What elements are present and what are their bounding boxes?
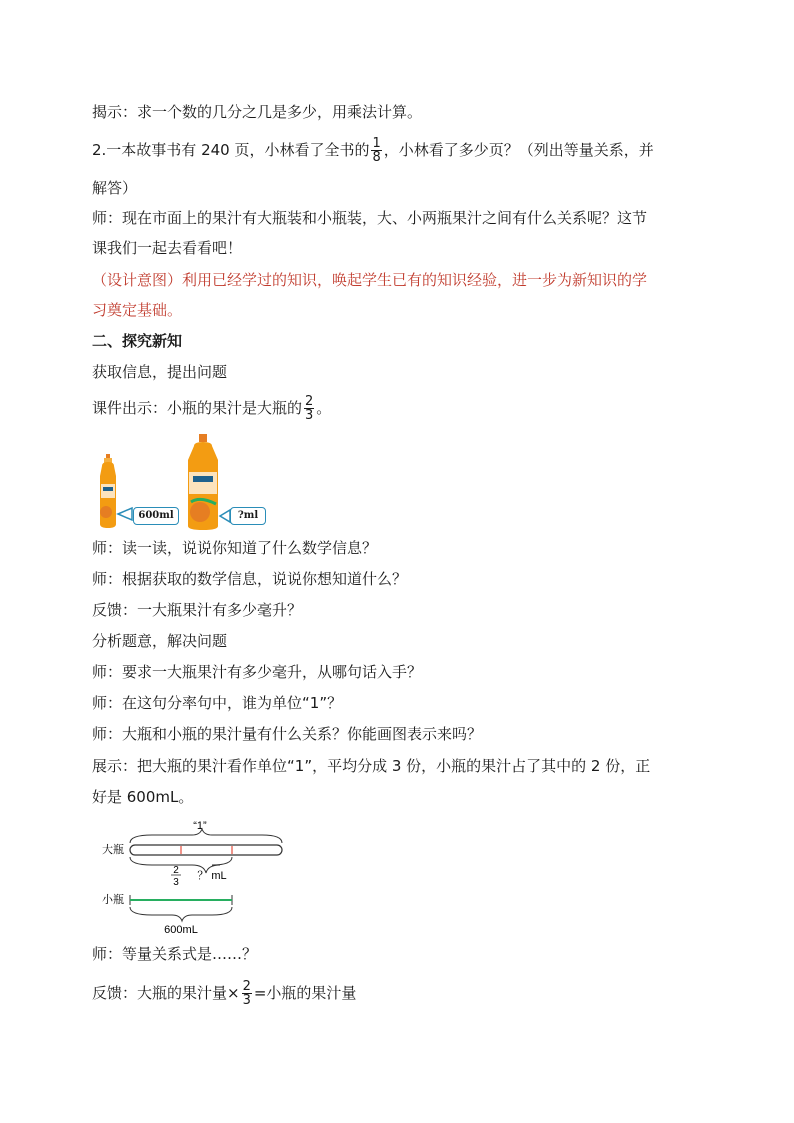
feedback-equation-line bbox=[92, 980, 356, 1007]
reveal-line: 揭示：求一个数的几分之几是多少，用乘法计算。 bbox=[92, 103, 423, 121]
courseware-text-a: 课件出示：小瓶的果汁是大瓶的 bbox=[92, 399, 303, 417]
fraction-two-thirds-eq: $\frac{2}{3}$ bbox=[242, 979, 251, 1008]
segment-diagram bbox=[92, 815, 302, 935]
small-bottle-value: 600mL bbox=[164, 924, 198, 935]
fraction-one-eighth: $\frac{1}{8}$ bbox=[372, 136, 381, 165]
teacher-read-line: 师：读一读，说说你知道了什么数学信息？ bbox=[92, 539, 378, 557]
problem-2-cont: 解答） bbox=[92, 179, 138, 197]
fraction-two-thirds: $\frac{2}{3}$ bbox=[305, 394, 314, 423]
small-bottle-icon bbox=[100, 454, 116, 528]
courseware-line bbox=[92, 395, 331, 422]
teacher-where-line: 师：要求一大瓶果汁有多少毫升，从哪句话入手？ bbox=[92, 663, 423, 681]
teacher-line-1-cont: 课我们一起去看看吧！ bbox=[92, 239, 243, 257]
problem-2-text-a: 2.一本故事书有 240 页，小林看了全书的 bbox=[92, 141, 370, 159]
subheading-info: 获取信息，提出问题 bbox=[92, 363, 228, 381]
big-bottle-diagram-label: 大瓶 bbox=[102, 844, 124, 856]
big-bottle-icon bbox=[188, 434, 218, 530]
equation-text-a: 反馈：大瓶的果汁量× bbox=[92, 984, 240, 1002]
problem-2-line bbox=[92, 137, 654, 164]
subheading-analyze: 分析题意，解决问题 bbox=[92, 632, 228, 650]
diagram-frac-num: 2 bbox=[173, 865, 179, 876]
teacher-unit-line: 师：在这句分率句中，谁为单位“1”？ bbox=[92, 694, 343, 712]
teacher-want-line: 师：根据获取的数学信息，说说你想知道什么？ bbox=[92, 570, 408, 588]
show-line-cont: 好是 600mL。 bbox=[92, 788, 194, 806]
teacher-relation-line: 师：大瓶和小瓶的果汁量有什么关系？你能画图表示来吗？ bbox=[92, 725, 483, 743]
teacher-line-1: 师：现在市面上的果汁有大瓶装和小瓶装，大、小两瓶果汁之间有什么关系呢？这节 bbox=[92, 209, 648, 227]
equation-text-b: =小瓶的果汁量 bbox=[253, 984, 357, 1002]
unit-one-label: “1” bbox=[193, 820, 207, 832]
show-line: 展示：把大瓶的果汁看作单位“1”，平均分成 3 份，小瓶的果汁占了其中的 2 份，正 bbox=[92, 757, 651, 775]
big-bottle-segment bbox=[130, 845, 282, 855]
problem-2-text-b: ，小林看了多少页？（列出等量关系，并 bbox=[383, 141, 654, 159]
section-heading: 二、探究新知 bbox=[92, 332, 183, 350]
small-bottle-diagram-label: 小瓶 bbox=[102, 894, 124, 906]
teacher-equation-line: 师：等量关系式是……？ bbox=[92, 945, 258, 963]
diagram-frac-den: 3 bbox=[173, 877, 179, 888]
unknown-ml-label: ？ mL bbox=[197, 870, 227, 882]
big-bottle-label: ?ml bbox=[230, 507, 266, 525]
design-intent-cont: 习奠定基础。 bbox=[92, 301, 183, 319]
design-intent-line: （设计意图）利用已经学过的知识，唤起学生已有的知识经验，进一步为新知识的学 bbox=[92, 271, 648, 289]
courseware-text-b: 。 bbox=[316, 399, 332, 417]
feedback-question-line: 反馈：一大瓶果汁有多少毫升？ bbox=[92, 601, 303, 619]
small-bottle-label: 600ml bbox=[133, 507, 179, 525]
